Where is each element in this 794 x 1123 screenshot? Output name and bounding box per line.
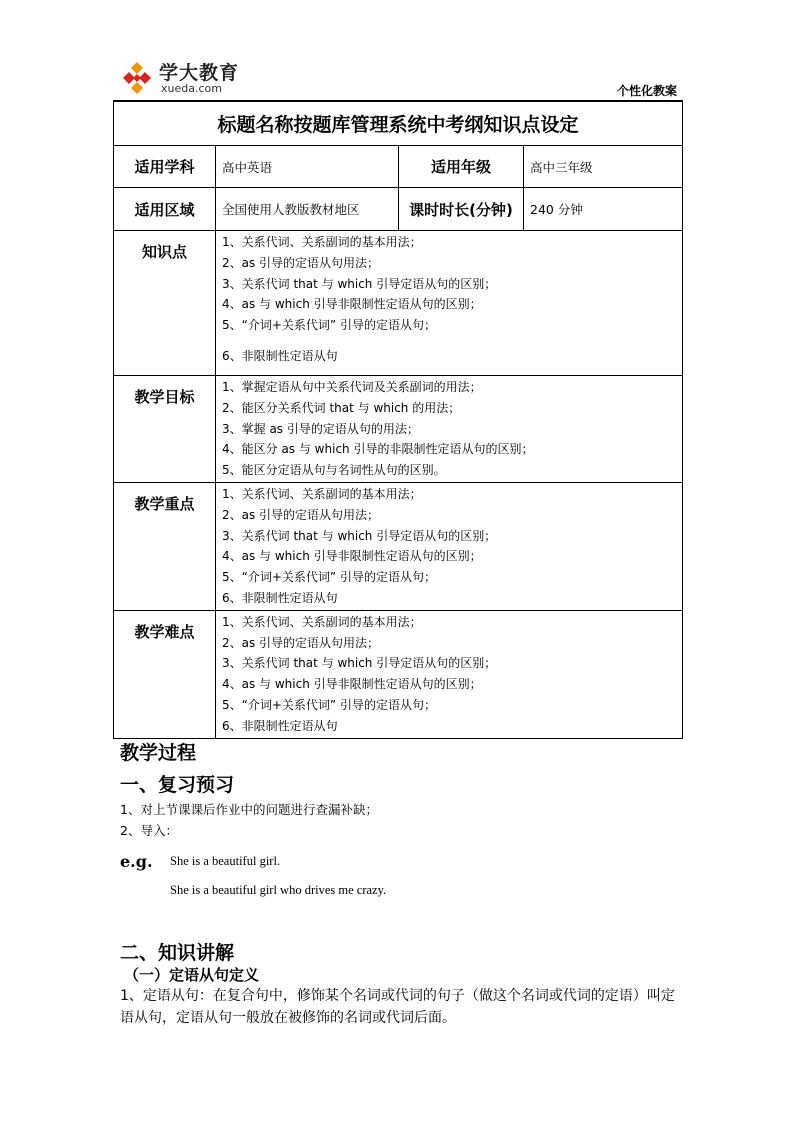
list-item: 4、as 与 which 引导非限制性定语从句的区别；	[222, 549, 482, 564]
subject-label: 适用学科	[114, 146, 216, 188]
section-label: 知识点	[114, 231, 216, 376]
list-item: 2、as 引导的定语从句用法；	[222, 255, 380, 270]
example-sentence: She is a beautiful girl.	[170, 854, 281, 868]
subject-value: 高中英语	[216, 146, 399, 188]
section-row-knowledge	[114, 231, 683, 376]
lecture-subheading: （一）定语从句定义	[124, 966, 260, 984]
eg-label: e.g.	[120, 852, 153, 871]
section-label: 教学重点	[114, 482, 216, 610]
duration-value: 240 分钟	[524, 188, 683, 231]
list-item: 5、能区分定语从句与名词性从句的区别。	[222, 463, 446, 478]
list-item: 1、关系代词、关系副词的基本用法；	[222, 614, 422, 629]
region-value: 全国使用人教版教材地区	[216, 188, 399, 231]
list-item: 3、掌握 as 引导的定语从句的用法；	[222, 421, 419, 436]
list-item: 4、as 与 which 引导非限制性定语从句的区别；	[222, 297, 482, 312]
subject-grade-row	[114, 146, 683, 188]
list-item: 1、掌握定语从句中关系代词及关系副词的用法；	[222, 380, 482, 394]
list-item: 4、能区分 as 与 which 引导的非限制性定语从句的区别；	[222, 442, 534, 457]
list-item: 6、非限制性定语从句	[222, 718, 338, 733]
xueda-logo-icon	[119, 60, 155, 96]
list-item: 5、“介词+关系代词” 引导的定语从句；	[222, 318, 436, 333]
lesson-info-table	[113, 101, 683, 739]
list-item: 3、关系代词 that 与 which 引导定语从句的区别；	[222, 528, 497, 543]
section-label: 教学难点	[114, 610, 216, 738]
list-item: 4、as 与 which 引导非限制性定语从句的区别；	[222, 677, 482, 692]
list-item: 2、as 引导的定语从句用法；	[222, 507, 380, 522]
list-item: 1、关系代词、关系副词的基本用法；	[222, 486, 422, 501]
section-row-difficulties	[114, 610, 683, 738]
list-item: 3、关系代词 that 与 which 引导定语从句的区别；	[222, 656, 497, 671]
region-duration-row	[114, 188, 683, 231]
list-item: 2、as 引导的定语从句用法；	[222, 635, 380, 650]
list-item: 1、关系代词、关系副词的基本用法；	[222, 235, 422, 249]
definition-paragraph: 1、定语从句：在复合句中，修饰某个名词或代词的句子（做这个名词或代词的定语）叫定语从句，定语从句一般放在被修饰的名词或代词后面。	[120, 988, 675, 1026]
review-heading: 一、复习预习	[120, 774, 235, 796]
region-label: 适用区域	[114, 188, 216, 231]
list-item: 3、关系代词 that 与 which 引导定语从句的区别；	[222, 276, 497, 291]
section-label: 教学目标	[114, 376, 216, 483]
section-content	[216, 376, 683, 483]
doc-type-label: 个性化教案	[616, 84, 677, 98]
list-item: 5、“介词+关系代词” 引导的定语从句；	[222, 697, 436, 712]
duration-label: 课时时长(分钟)	[399, 188, 524, 231]
review-item: 2、导入：	[120, 823, 178, 838]
section-content	[216, 610, 683, 738]
xueda-logo	[119, 56, 259, 98]
section-row-key-points	[114, 482, 683, 610]
lecture-heading: 二、知识讲解	[120, 942, 235, 964]
page-header	[113, 52, 683, 102]
process-heading: 教学过程	[120, 742, 197, 764]
section-content	[216, 231, 683, 376]
logo-url: xueda.com	[161, 82, 222, 95]
list-item: 5、“介词+关系代词” 引导的定语从句；	[222, 570, 436, 585]
list-item: 2、能区分关系代词 that 与 which 的用法；	[222, 400, 461, 415]
review-item: 1、对上节课课后作业中的问题进行查漏补缺；	[120, 802, 378, 817]
section-row-goals	[114, 376, 683, 483]
example-sentence: She is a beautiful girl who drives me crazy.	[170, 883, 387, 897]
list-item: 6、非限制性定语从句	[222, 590, 338, 605]
lesson-title: 标题名称按题库管理系统中考纲知识点设定	[114, 102, 683, 146]
grade-label: 适用年级	[399, 146, 524, 188]
logo-text: 学大教育	[159, 62, 240, 84]
grade-value: 高中三年级	[524, 146, 683, 188]
list-item: 6、非限制性定语从句	[222, 348, 338, 363]
section-content	[216, 482, 683, 610]
title-row	[114, 102, 683, 146]
